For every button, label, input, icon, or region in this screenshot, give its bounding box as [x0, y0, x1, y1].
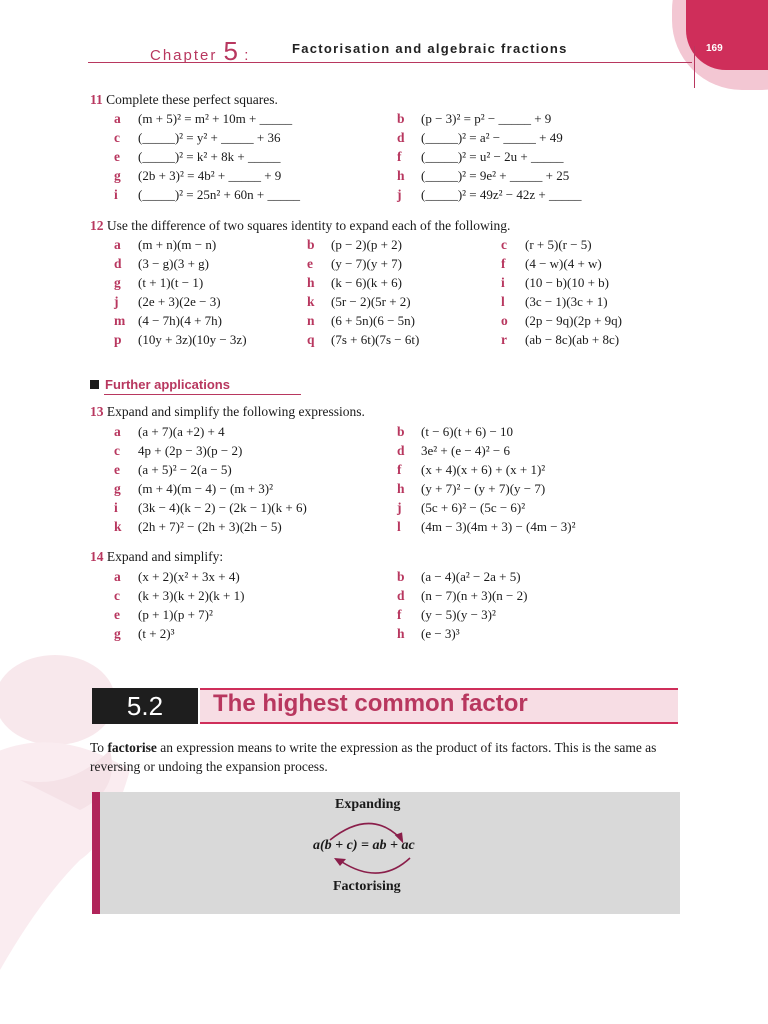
item-letter: a: [114, 424, 121, 439]
chapter-title: Factorisation and algebraic fractions: [292, 41, 568, 56]
item-letter: g: [114, 481, 121, 496]
item-expression: (3c − 1)(3c + 1): [525, 294, 608, 309]
item-expression: (_____)² = 25n² + 60n + _____: [138, 187, 300, 202]
chapter-word: Chapter: [150, 47, 218, 64]
diagram-accent-bar: [92, 792, 100, 914]
item-letter: d: [397, 588, 405, 603]
intro-paragraph: [90, 738, 690, 776]
item-expression: (6 + 5n)(6 − 5n): [331, 313, 415, 328]
item-letter: e: [114, 149, 120, 164]
item-expression: (5r − 2)(5r + 2): [331, 294, 411, 309]
item-expression: (y − 5)(y − 3)²: [421, 607, 496, 622]
square-bullet-icon: [90, 380, 99, 389]
item-expression: (t + 1)(t − 1): [138, 275, 204, 290]
expanding-label: Expanding: [335, 797, 401, 812]
page-number: 169: [706, 43, 723, 54]
item-letter: b: [307, 237, 315, 252]
item-letter: a: [114, 111, 121, 126]
item-expression: (m + 4)(m − 4) − (m + 3)²: [138, 481, 274, 496]
item-expression: 4p + (2p − 3)(p − 2): [138, 443, 243, 458]
chapter-number: 5: [223, 36, 239, 66]
paragraph-keyword: factorise: [107, 740, 157, 755]
item-letter: k: [307, 294, 315, 309]
item-letter: n: [307, 313, 315, 328]
question-14: [90, 548, 223, 566]
item-expression: (_____)² = k² + 8k + _____: [138, 149, 281, 164]
item-expression: (p − 3)² = p² − _____ + 9: [421, 111, 552, 126]
item-letter: o: [501, 313, 508, 328]
item-letter: c: [501, 237, 507, 252]
item-expression: (k − 6)(k + 6): [331, 275, 402, 290]
item-letter: b: [397, 569, 405, 584]
item-letter: e: [307, 256, 313, 271]
paragraph-text: an expression means to write the expression as the product of its factors. This is the same as reversing or undoing the expansion process.: [90, 740, 657, 774]
item-expression: (2p − 9q)(2p + 9q): [525, 313, 622, 328]
item-expression: (5c + 6)² − (5c − 6)²: [421, 500, 526, 515]
section-title: The highest common factor: [213, 690, 528, 717]
item-letter: i: [114, 500, 118, 515]
item-letter: j: [397, 187, 402, 202]
question-number: 11: [90, 92, 103, 107]
item-expression: (_____)² = 9e² + _____ + 25: [421, 168, 570, 183]
item-expression: (k + 3)(k + 2)(k + 1): [138, 588, 245, 603]
item-letter: r: [501, 332, 507, 347]
item-letter: f: [397, 149, 402, 164]
item-expression: (t + 2)³: [138, 626, 175, 641]
item-expression: (4 − w)(4 + w): [525, 256, 602, 271]
item-letter: h: [397, 626, 405, 641]
item-expression: (y − 7)(y + 7): [331, 256, 402, 271]
item-letter: d: [114, 256, 122, 271]
question-prompt: Complete these perfect squares.: [106, 92, 278, 107]
item-expression: (n − 7)(n + 3)(n − 2): [421, 588, 528, 603]
item-expression: (x + 4)(x + 6) + (x + 1)²: [421, 462, 546, 477]
item-expression: (ab − 8c)(ab + 8c): [525, 332, 620, 347]
item-expression: (m + 5)² = m² + 10m + _____: [138, 111, 293, 126]
item-expression: (4m − 3)(4m + 3) − (4m − 3)²: [421, 519, 576, 534]
item-letter: f: [397, 607, 402, 622]
subheading-text: Further applications: [105, 377, 230, 392]
item-expression: (y + 7)² − (y + 7)(y − 7): [421, 481, 546, 496]
cycle-arrows-icon: [300, 812, 450, 882]
item-letter: g: [114, 275, 121, 290]
chapter-label: [150, 36, 250, 67]
subheading: [90, 377, 230, 392]
item-expression: (2e + 3)(2e − 3): [138, 294, 221, 309]
item-letter: p: [114, 332, 122, 347]
item-letter: k: [114, 519, 122, 534]
item-expression: (_____)² = y² + _____ + 36: [138, 130, 281, 145]
item-letter: a: [114, 237, 121, 252]
item-letter: c: [114, 588, 120, 603]
item-expression: (_____)² = a² − _____ + 49: [421, 130, 563, 145]
item-expression: (a − 4)(a² − 2a + 5): [421, 569, 521, 584]
header-divider: [694, 46, 695, 88]
item-letter: j: [397, 500, 402, 515]
item-letter: g: [114, 168, 121, 183]
question-prompt: Expand and simplify the following expressions.: [106, 404, 365, 419]
item-letter: h: [307, 275, 315, 290]
item-expression: (r + 5)(r − 5): [525, 237, 592, 252]
question-number: 13: [90, 404, 104, 419]
item-letter: h: [397, 168, 405, 183]
distributive-equation: a(b + c) = ab + ac: [313, 838, 415, 853]
item-letter: c: [114, 130, 120, 145]
question-prompt: Expand and simplify:: [106, 549, 224, 564]
item-expression: (t − 6)(t + 6) − 10: [421, 424, 514, 439]
item-expression: (e − 3)³: [421, 626, 460, 641]
item-letter: i: [114, 187, 118, 202]
question-number: 12: [90, 218, 104, 233]
item-letter: a: [114, 569, 121, 584]
paragraph-lead: To: [90, 740, 108, 755]
item-letter: q: [307, 332, 315, 347]
item-expression: (2h + 7)² − (2h + 3)(2h − 5): [138, 519, 282, 534]
item-expression: (4 − 7h)(4 + 7h): [138, 313, 222, 328]
item-letter: e: [114, 607, 120, 622]
item-letter: l: [397, 519, 401, 534]
item-expression: (3k − 4)(k − 2) − (2k − 1)(k + 6): [138, 500, 307, 515]
item-expression: (_____)² = u² − 2u + _____: [421, 149, 564, 164]
item-letter: d: [397, 443, 405, 458]
item-letter: m: [114, 313, 126, 328]
item-letter: h: [397, 481, 405, 496]
section-number: 5.2: [92, 688, 198, 724]
item-expression: (p − 2)(p + 2): [331, 237, 402, 252]
item-expression: 3e² + (e − 4)² − 6: [421, 443, 510, 458]
item-expression: (10y + 3z)(10y − 3z): [138, 332, 247, 347]
item-expression: (3 − g)(3 + g): [138, 256, 209, 271]
item-letter: c: [114, 443, 120, 458]
item-expression: (p + 1)(p + 7)²: [138, 607, 213, 622]
item-letter: f: [501, 256, 506, 271]
item-letter: f: [397, 462, 402, 477]
item-expression: (a + 7)(a +2) + 4: [138, 424, 225, 439]
item-expression: (2b + 3)² = 4b² + _____ + 9: [138, 168, 282, 183]
item-letter: b: [397, 424, 405, 439]
item-letter: d: [397, 130, 405, 145]
item-expression: (10 − b)(10 + b): [525, 275, 609, 290]
item-letter: b: [397, 111, 405, 126]
question-prompt: Use the difference of two squares identity to expand each of the following.: [106, 218, 511, 233]
item-expression: (_____)² = 49z² − 42z + _____: [421, 187, 582, 202]
chapter-separator: :: [244, 47, 251, 64]
question-number: 14: [90, 549, 104, 564]
item-letter: l: [501, 294, 505, 309]
item-expression: (a + 5)² − 2(a − 5): [138, 462, 232, 477]
item-expression: (7s + 6t)(7s − 6t): [331, 332, 420, 347]
item-expression: (x + 2)(x² + 3x + 4): [138, 569, 240, 584]
question-11: [90, 91, 278, 109]
item-letter: i: [501, 275, 505, 290]
item-expression: (m + n)(m − n): [138, 237, 217, 252]
question-12: [90, 217, 510, 235]
item-letter: j: [114, 294, 119, 309]
factorising-label: Factorising: [333, 879, 401, 894]
page-number-tab: [686, 0, 768, 70]
subheading-underline: [104, 394, 301, 395]
item-letter: e: [114, 462, 120, 477]
item-letter: g: [114, 626, 121, 641]
question-13: [90, 403, 365, 421]
